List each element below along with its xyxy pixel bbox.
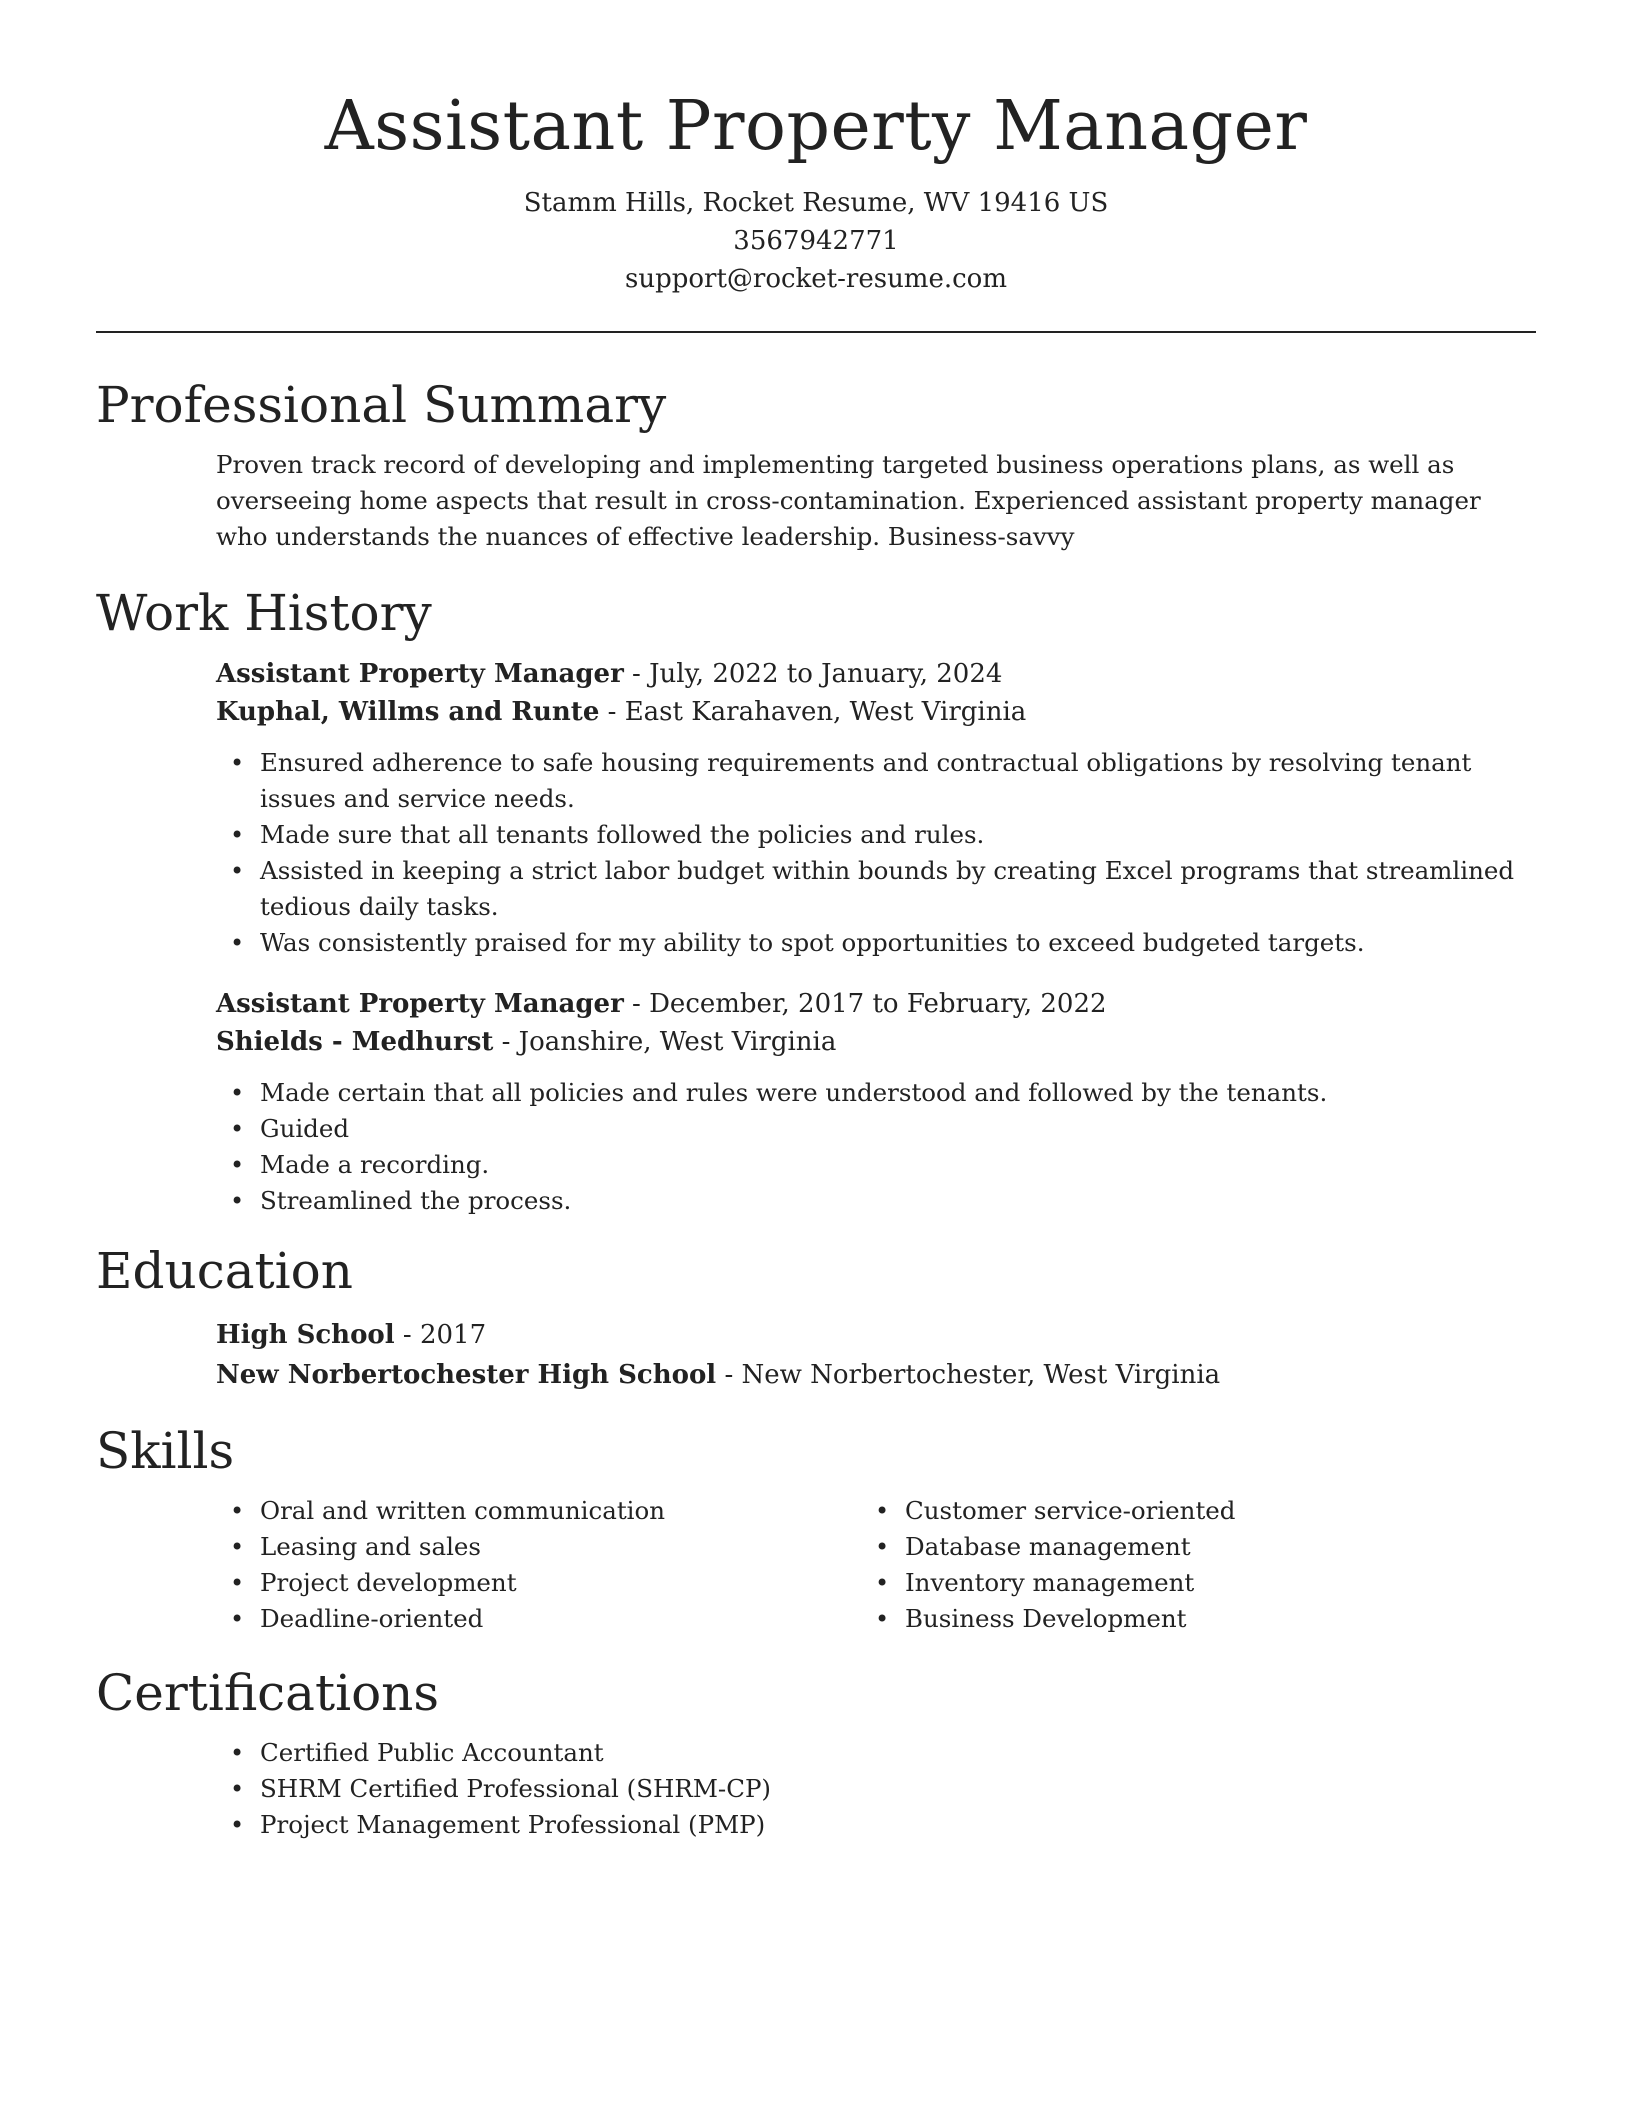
job-dates: - July, 2022 to January, 2024 [623,659,1003,689]
summary-section [96,373,1536,555]
bullet-icon: • [230,1605,245,1633]
school-name: New Norbertochester High School [216,1360,717,1390]
skills-list [861,1493,1506,1637]
job-bullets [216,1075,1536,1219]
list-item: • Made sure that all tenants followed the policies and rules. [260,817,1536,853]
job-title-line [216,655,1536,693]
list-item: • Certified Public Accountant [260,1735,1536,1771]
list-item: • Leasing and sales [260,1529,861,1565]
list-item: • SHRM Certified Professional (SHRM-CP) [260,1771,1536,1807]
header-divider [96,331,1536,333]
list-item: • Inventory management [905,1565,1506,1601]
email: support@rocket-resume.com [624,264,1007,294]
candidate-name: Assistant Property Manager [324,87,1308,166]
bullet-icon: • [230,1497,245,1525]
list-item: • Database management [905,1529,1506,1565]
list-item: • Was consistently praised for my ability to spot opportunities to exceed budgeted targets. [260,925,1536,961]
work-history-title: Work History [96,584,432,642]
bullet-icon: • [230,1533,245,1561]
bullet-icon: • [230,821,245,849]
job-location: - East Karahaven, West Virginia [599,697,1027,727]
job-location: - Joanshire, West Virginia [493,1027,837,1057]
job-company: Kuphal, Willms and Runte [216,697,600,727]
list-item: • Business Development [905,1601,1506,1637]
certifications-section [96,1661,1536,1843]
work-history-section [96,581,1536,1219]
certifications-list [216,1735,1536,1843]
bullet-icon: • [875,1533,890,1561]
job-position: Assistant Property Manager [216,989,624,1019]
school-line [216,1355,1536,1395]
list-item: • Streamlined the process. [260,1183,1536,1219]
bullet-icon: • [230,749,245,777]
list-item: • Ensured adherence to safe housing requirements and contractual obligations by resolving tenant issues and service needs. [260,745,1536,817]
bullet-icon: • [230,929,245,957]
list-item: • Made a recording. [260,1147,1536,1183]
skills-column-left [216,1493,861,1637]
list-item: • Customer service-oriented [905,1493,1506,1529]
resume-header [96,0,1536,298]
contact-block [96,184,1536,298]
list-item: • Oral and written communication [260,1493,861,1529]
bullet-icon: • [230,857,245,885]
bullet-icon: • [230,1151,245,1179]
resume-page [96,0,1536,1843]
degree-line [216,1315,1536,1355]
skills-section [96,1419,1536,1637]
skills-grid [216,1493,1536,1637]
bullet-icon: • [230,1739,245,1767]
graduation-year: - 2017 [394,1320,487,1350]
certifications-title: Certifications [96,1664,440,1722]
job-company: Shields - Medhurst [216,1027,494,1057]
skills-column-right [861,1493,1506,1637]
bullet-icon: • [230,1115,245,1143]
job-position: Assistant Property Manager [216,659,624,689]
bullet-icon: • [875,1497,890,1525]
list-item: • Deadline-oriented [260,1601,861,1637]
summary-title: Professional Summary [96,376,667,434]
list-item: • Project Management Professional (PMP) [260,1807,1536,1843]
bullet-icon: • [230,1569,245,1597]
summary-text: Proven track record of developing and implementing targeted business operations plans, as well as overseeing home aspects that result in cross-contamination. Experienced assistant property manager who understands the nuances of effective leadership. Business-savvy [216,450,1481,551]
list-item: • Guided [260,1111,1536,1147]
phone: 3567942771 [733,226,899,256]
job-company-line [216,1023,1536,1061]
bullet-icon: • [230,1187,245,1215]
job-entry [216,985,1536,1219]
job-title-line [216,985,1536,1023]
list-item: • Assisted in keeping a strict labor budget within bounds by creating Excel programs that streamlined tedious daily tasks. [260,853,1536,925]
education-section [96,1239,1536,1395]
degree: High School [216,1320,395,1350]
address: Stamm Hills, Rocket Resume, WV 19416 US [523,188,1109,218]
job-dates: - December, 2017 to February, 2022 [623,989,1107,1019]
list-item: • Project development [260,1565,861,1601]
skills-title: Skills [96,1422,235,1480]
job-bullets [216,745,1536,961]
list-item: • Made certain that all policies and rules were understood and followed by the tenants. [260,1075,1536,1111]
bullet-icon: • [230,1775,245,1803]
bullet-icon: • [230,1079,245,1107]
skills-list [216,1493,861,1637]
bullet-icon: • [875,1605,890,1633]
education-title: Education [96,1242,353,1300]
job-entry [216,655,1536,961]
education-entry [216,1315,1536,1395]
bullet-icon: • [875,1569,890,1597]
job-company-line [216,693,1536,731]
school-location: - New Norbertochester, West Virginia [716,1360,1221,1390]
bullet-icon: • [230,1811,245,1839]
